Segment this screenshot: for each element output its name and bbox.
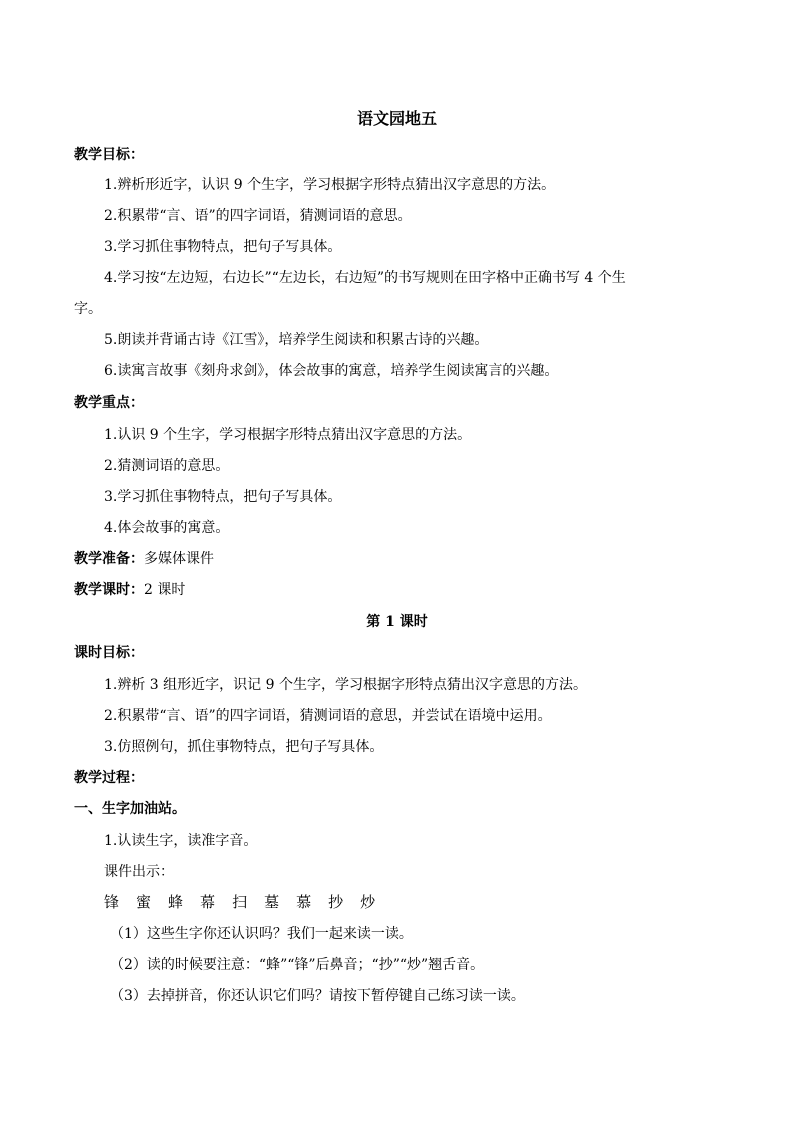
character: 慕 bbox=[296, 893, 312, 911]
goal-item: 3.学习抓住事物特点，把句子写具体。 bbox=[104, 239, 342, 255]
prep-value: 多媒体课件 bbox=[144, 551, 214, 567]
character-list bbox=[104, 893, 392, 911]
character: 蜂 bbox=[168, 893, 184, 911]
question-item: （1）这些生字你还认识吗？我们一起来读一读。 bbox=[110, 926, 413, 942]
lesson-goal-item: 1.辨析 3 组形近字，识记 9 个生字，学习根据字形特点猜出汉字意思的方法。 bbox=[104, 677, 587, 693]
character: 墓 bbox=[264, 893, 280, 911]
prep-line bbox=[74, 550, 214, 568]
goal-item: 2.积累带“言、语”的四字词语，猜测词语的意思。 bbox=[104, 208, 412, 224]
character: 蜜 bbox=[136, 893, 152, 911]
focus-item: 2.猜测词语的意思。 bbox=[104, 458, 230, 474]
goals-heading: 教学目标： bbox=[74, 147, 144, 163]
goal-item: 4.学习按“左边短，右边长”“左边长，右边短”的书写规则在田字格中正确书写 4 个生 bbox=[104, 270, 626, 286]
character: 锋 bbox=[104, 893, 120, 911]
goal-item: 1.辨析形近字，认识 9 个生字，学习根据字形特点猜出汉字意思的方法。 bbox=[104, 177, 556, 193]
hours-value: 2 课时 bbox=[144, 582, 186, 598]
document-title: 语文园地五 bbox=[356, 109, 437, 128]
focus-item: 1.认识 9 个生字，学习根据字形特点猜出汉字意思的方法。 bbox=[104, 427, 472, 443]
lesson-heading: 第 1 课时 bbox=[366, 614, 428, 630]
focus-item: 4.体会故事的寓意。 bbox=[104, 520, 230, 536]
hours-line bbox=[74, 581, 185, 599]
focus-item: 3.学习抓住事物特点，把句子写具体。 bbox=[104, 489, 342, 505]
goal-item: 5.朗读并背诵古诗《江雪》，培养学生阅读和积累古诗的兴趣。 bbox=[104, 332, 489, 348]
lesson-goal-item: 2.积累带“言、语”的四字词语，猜测词语的意思，并尝试在语境中运用。 bbox=[104, 708, 552, 724]
character: 扫 bbox=[232, 893, 248, 911]
step-item: 1.认读生字，读准字音。 bbox=[104, 833, 258, 849]
courseware-label: 课件出示： bbox=[104, 864, 174, 880]
section-heading: 一、生字加油站。 bbox=[74, 801, 186, 817]
process-heading: 教学过程： bbox=[74, 770, 144, 786]
goal-item-continuation: 字。 bbox=[74, 301, 102, 317]
lesson-goals-heading: 课时目标： bbox=[74, 645, 144, 661]
lesson-goal-item: 3.仿照例句，抓住事物特点，把句子写具体。 bbox=[104, 739, 384, 755]
focus-heading: 教学重点： bbox=[74, 395, 144, 411]
character: 幕 bbox=[200, 893, 216, 911]
hours-label: 教学课时： bbox=[74, 582, 144, 598]
character: 抄 bbox=[328, 893, 344, 911]
character: 炒 bbox=[360, 893, 376, 911]
prep-label: 教学准备： bbox=[74, 551, 144, 567]
question-item: （3）去掉拼音，你还认识它们吗？请按下暂停键自己练习读一读。 bbox=[110, 988, 525, 1004]
question-item: （2）读的时候要注意：“蜂”“锋”后鼻音；“抄”“炒”翘舌音。 bbox=[110, 957, 485, 973]
goal-item: 6.读寓言故事《刻舟求剑》，体会故事的寓意，培养学生阅读寓言的兴趣。 bbox=[104, 363, 559, 379]
